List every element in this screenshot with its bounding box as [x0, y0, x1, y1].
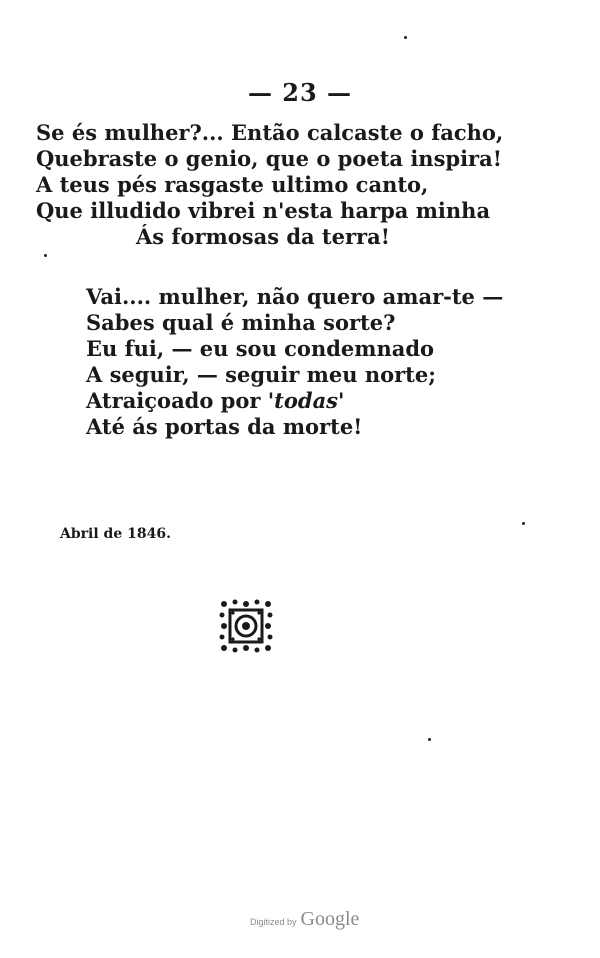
- poem-stanza-1: [36, 120, 503, 250]
- watermark-prefix: Digitized by: [250, 917, 297, 927]
- print-speck: [428, 738, 431, 741]
- floral-ornament-icon: [218, 598, 274, 654]
- poem-stanza-2: [86, 284, 503, 440]
- verse-line: Se és mulher?... Então calcaste o facho,: [36, 120, 504, 145]
- emphasized-word: 'todas': [267, 388, 345, 413]
- verse-line-indented: Ás formosas da terra!: [136, 224, 390, 249]
- verse-line-text: Atraiçoado por: [86, 388, 268, 413]
- verse-line: Sabes qual é minha sorte?: [86, 310, 396, 335]
- verse-line: A seguir, — seguir meu norte;: [86, 362, 436, 387]
- verse-line: Quebraste o genio, que o poeta inspira!: [36, 146, 502, 171]
- page-number: — 23 —: [247, 78, 353, 107]
- verse-line: Eu fui, — eu sou condemnado: [86, 336, 435, 361]
- verse-line: Até ás portas da morte!: [86, 414, 363, 439]
- verse-line: Vai.... mulher, não quero amar-te —: [86, 284, 504, 309]
- google-watermark: [250, 908, 359, 931]
- watermark-brand: Google: [300, 908, 360, 930]
- print-speck: [522, 522, 525, 525]
- print-speck: [404, 36, 407, 39]
- date-line: Abril de 1846.: [60, 526, 171, 542]
- print-speck: [44, 254, 47, 257]
- verse-line: A teus pés rasgaste ultimo canto,: [36, 172, 429, 197]
- verse-line: [86, 388, 503, 414]
- verse-line: Que illudido vibrei n'esta harpa minha: [36, 198, 491, 223]
